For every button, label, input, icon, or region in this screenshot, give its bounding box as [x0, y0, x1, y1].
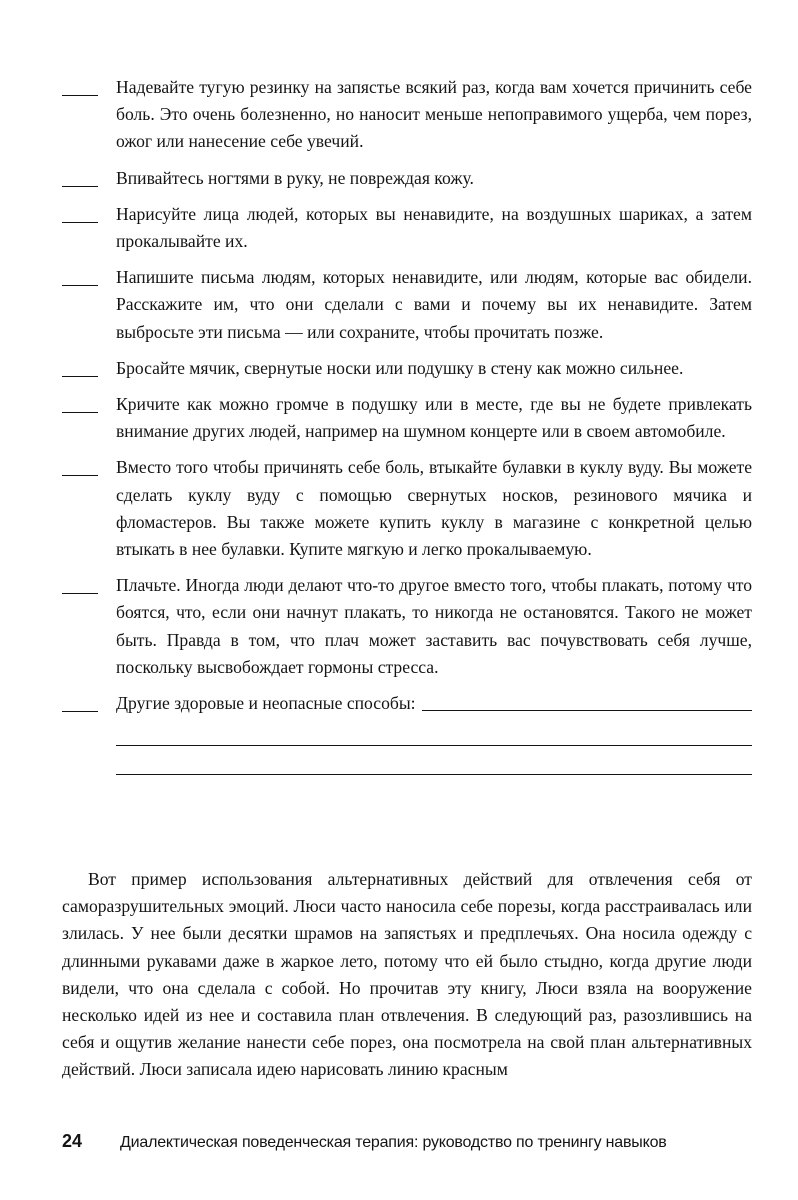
checklist-item	[62, 454, 752, 563]
checklist-item	[62, 74, 752, 156]
checklist-item-text: Нарисуйте лица людей, которых вы ненавидите, на воздушных шариках, а затем прокалывайте их.	[116, 203, 752, 252]
body-paragraph: Вот пример использования альтернативных действий для отвлечения себя от саморазрушительных эмоций. Люси часто наносила себе порезы, когда расстраивалась или злилась. У нее были десятки шрамов на запястьях и предплечьях. Она носила одежду с длинными рукавами даже в жаркое лето, потому что ей было стыдно, когда другие люди видели, что она сделала с собой. Но прочитав эту книгу, Люси взяла на вооружение несколько идей из нее и составила план отвлечения. В следующий раз, разозлившись на себя и ощутив желание нанести себе порез, она посмотрела на свой план альтернативных действий. Люси записала идею нарисовать линию красным	[62, 869, 752, 1080]
checklist-item-text: Вместо того чтобы причинять себе боль, втыкайте булавки в куклу вуду. Вы можете сделать куклу вуду с помощью свернутых носков, резинового мячика и фломастеров. Вы также можете купить куклу в магазине с конкретной целью втыкать в нее булавки. Купите мягкую и легко прокалываемую.	[116, 457, 752, 560]
checklist-item	[62, 572, 752, 681]
other-methods-fill-line[interactable]	[116, 746, 752, 775]
other-methods-fill-line[interactable]	[116, 717, 752, 746]
checklist-item-text: Плачьте. Иногда люди делают что-то другое вместо того, чтобы плакать, потому что боятся, что, если они начнут плакать, то никогда не остановятся. Такого не может быть. Правда в том, что плач может заставить вас почувствовать себя лучше, поскольку высвобождает гормоны стресса.	[116, 575, 752, 677]
checkbox-blank-line[interactable]	[62, 572, 98, 594]
checklist-item	[62, 201, 752, 255]
checklist-item	[62, 355, 752, 382]
checklist-item	[62, 391, 752, 445]
other-methods-label: Другие здоровые и неопасные способы:	[116, 693, 416, 714]
checkbox-blank-line[interactable]	[62, 355, 98, 377]
checkbox-blank-line[interactable]	[62, 690, 98, 712]
checkbox-blank-line[interactable]	[62, 454, 98, 476]
checklist-item-text: Надевайте тугую резинку на запястье всякий раз, когда вам хочется причинить себе боль. Это очень болезненно, но наносит меньше непоправимого ущерба, чем порез, ожог или нанесение себе увечий.	[116, 77, 752, 152]
checkbox-blank-line[interactable]	[62, 74, 98, 96]
checklist-item-text: Напишите письма людям, которых ненавидите, или людям, которые вас обидели. Расскажите им, что они сделали с вами и почему вы их ненавидите. Затем выбросьте эти письма — или сохраните, чтобы прочитать позже.	[116, 267, 752, 342]
checklist-item-text: Впивайтесь ногтями в руку, не повреждая кожу.	[116, 167, 474, 188]
checklist-item	[62, 264, 752, 346]
checklist-item-other	[62, 690, 752, 717]
other-row	[116, 690, 752, 717]
checklist-item-text: Бросайте мячик, свернутые носки или подушку в стену как можно сильнее.	[116, 357, 684, 378]
checkbox-blank-line[interactable]	[62, 165, 98, 187]
checkbox-blank-line[interactable]	[62, 264, 98, 286]
running-title: Диалектическая поведенческая терапия: руководство по тренингу навыков	[120, 1134, 667, 1151]
other-methods-fill-line[interactable]	[422, 710, 752, 711]
page-number: 24	[62, 1131, 83, 1151]
page-footer	[62, 1128, 752, 1156]
checkbox-blank-line[interactable]	[62, 201, 98, 223]
checklist	[62, 74, 752, 775]
checklist-item	[62, 165, 752, 192]
checklist-item-text: Кричите как можно громче в подушку или в месте, где вы не будете привлекать внимание других людей, например на шумном концерте или в своем автомобиле.	[116, 394, 752, 442]
checkbox-blank-line[interactable]	[62, 391, 98, 413]
